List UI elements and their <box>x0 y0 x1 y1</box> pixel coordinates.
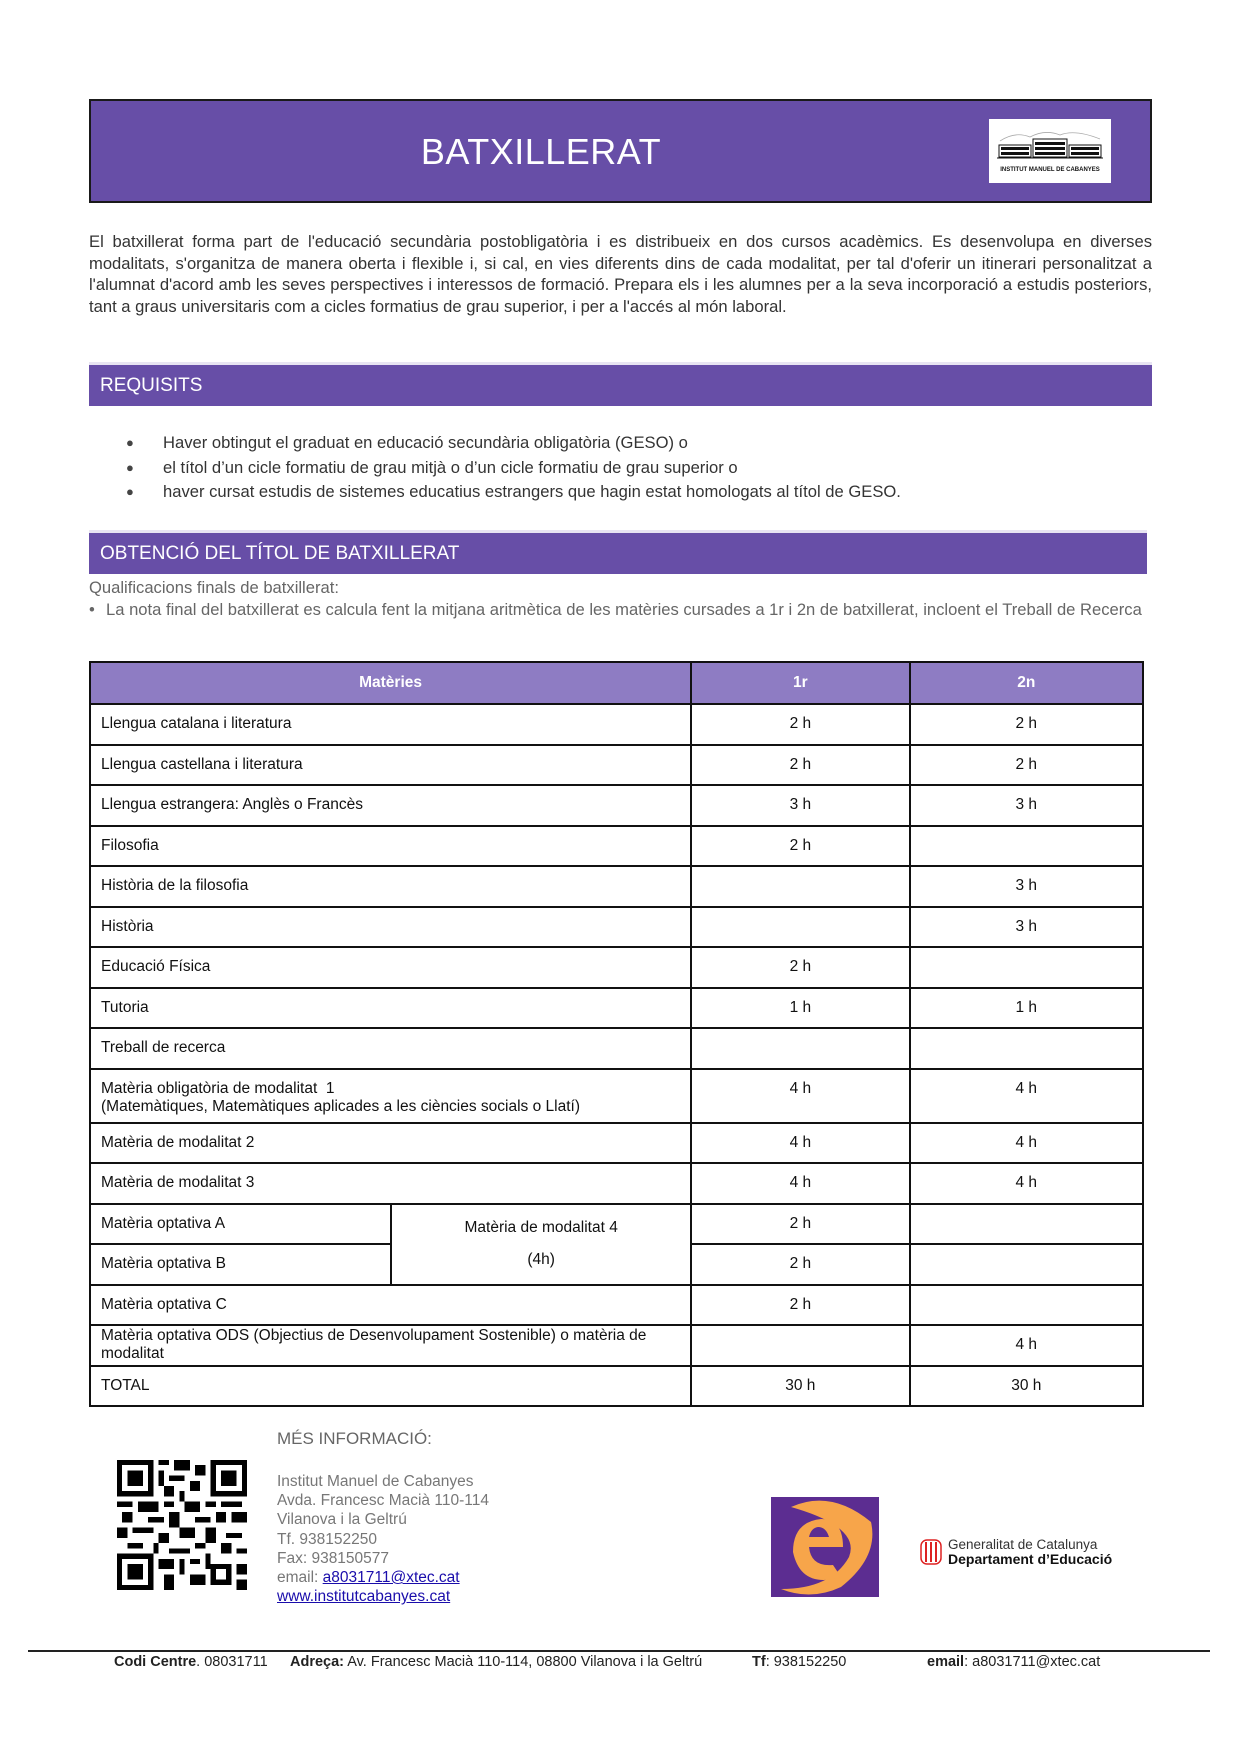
list-item: ● el títol d’un cicle formatiu de grau mitjà o d’un cicle formatiu de grau superior o <box>126 456 901 481</box>
bullet-icon: ● <box>126 484 134 499</box>
table-row: Matèria de modalitat 2 4 h 4 h <box>90 1123 1143 1164</box>
table-row: Matèria optativa ODS (Objectius de Desenvolupament Sostenible) o matèria de modalitat 4 h <box>90 1325 1143 1366</box>
contact-info <box>277 1472 489 1606</box>
table-row: Llengua catalana i literatura 2 h 2 h <box>90 704 1143 745</box>
requirements-list <box>126 431 901 505</box>
table-row: Educació Física 2 h <box>90 947 1143 988</box>
table-row: Matèria optativa B 2 h <box>90 1244 1143 1285</box>
institute-name: Institut Manuel de Cabanyes <box>277 1473 474 1490</box>
page-title: BATXILLERAT <box>420 131 662 172</box>
institute-phone: Tf. 938152250 <box>277 1530 377 1548</box>
qualifications-label: Qualificacions finals de batxillerat: <box>89 578 339 597</box>
merged-modalitat-4: Matèria de modalitat 4 (4h) <box>391 1204 691 1285</box>
list-item: ● haver cursat estudis de sistemes educatius estrangers que hagin estat homologats al títol de GESO. <box>126 480 901 505</box>
institute-address: Avda. Francesc Macià 110-114 <box>277 1492 489 1510</box>
footer-divider <box>28 1650 1210 1652</box>
bullet-icon: • <box>89 600 95 619</box>
qr-code-icon[interactable] <box>117 1460 247 1590</box>
table-row: Matèria obligatòria de modalitat 1 (Matemàtiques, Matemàtiques aplicades a les ciències socials o Llatí) 4 h 4 h <box>90 1069 1143 1123</box>
table-row: Matèria optativa A Matèria de modalitat 4 (4h) 2 h <box>90 1204 1143 1245</box>
footer-phone: Tf: 938152250 <box>752 1654 847 1670</box>
intro-paragraph: El batxillerat forma part de l'educació secundària postobligatòria i es distribueix en dos cursos acadèmics. Es desenvolupa en diverses modalitats, s'organitza de manera oberta i flexible i, si cal, en vies diferents dins de cada modalitat, per tal d'oferir un itinerari personalitzat a l'alumnat d'acord amb les seves perspectives i interessos de formació. Prepara els i les alumnes per a la seva incorporació a estudis posteriors, tant a graus universitaris com a cicles formatius de grau superior, i per a l'accés al món laboral. <box>89 232 1152 316</box>
institute-city: Vilanova i la Geltrú <box>277 1511 407 1529</box>
table-row: Història de la filosofia 3 h <box>90 866 1143 907</box>
table-row: Matèria de modalitat 3 4 h 4 h <box>90 1163 1143 1204</box>
e-logo-icon <box>771 1497 879 1597</box>
section-heading-requisits: REQUISITS <box>89 362 1152 406</box>
table-row: Història 3 h <box>90 907 1143 948</box>
table-row: Treball de recerca <box>90 1028 1143 1069</box>
header-year1: 1r <box>691 662 909 704</box>
institute-fax: Fax: 938150577 <box>277 1549 390 1567</box>
subjects-table <box>89 661 1144 1407</box>
education-e-logo <box>771 1497 879 1597</box>
footer-email: email: a8031711@xtec.cat <box>927 1654 1101 1670</box>
table-row: Llengua castellana i literatura 2 h 2 h <box>90 745 1143 786</box>
section-heading-obtencio: OBTENCIÓ DEL TÍTOL DE BATXILLERAT <box>89 530 1147 574</box>
generalitat-name: Generalitat de Catalunya <box>948 1537 1098 1552</box>
header-subjects: Matèries <box>90 662 691 704</box>
email-label: email: <box>277 1569 323 1587</box>
website-link[interactable]: www.institutcabanyes.cat <box>277 1588 451 1606</box>
more-info-heading: MÉS INFORMACIÓ: <box>277 1429 432 1448</box>
logo-caption: INSTITUT MANUEL DE CABANYES <box>1000 167 1100 173</box>
footer-codi: Codi Centre. 08031711 <box>114 1654 268 1670</box>
header-year2: 2n <box>910 662 1143 704</box>
table-row: Filosofia 2 h <box>90 826 1143 867</box>
table-row: Llengua estrangera: Anglès o Francès 3 h 3 h <box>90 785 1143 826</box>
bullet-icon: ● <box>126 459 134 475</box>
senyera-icon <box>920 1539 942 1565</box>
table-row: Matèria optativa C 2 h <box>90 1285 1143 1326</box>
institute-logo <box>989 119 1111 183</box>
table-row-total: TOTAL 30 h 30 h <box>90 1366 1143 1407</box>
email-link[interactable]: a8031711@xtec.cat <box>322 1569 460 1587</box>
list-item: ● Haver obtingut el graduat en educació secundària obligatòria (GESO) o <box>126 431 901 456</box>
table-row: Tutoria 1 h 1 h <box>90 988 1143 1029</box>
qualifications-item: • La nota final del batxillerat es calcula fent la mitjana aritmètica de les matèries cursades a 1r i 2n de batxillerat, incloent el Treball de Recerca <box>89 600 1142 619</box>
table-header-row <box>90 662 1143 704</box>
footer-adreca: Adreça: Av. Francesc Macià 110-114, 08800 Vilanova i la Geltrú <box>290 1654 703 1670</box>
building-icon <box>995 129 1105 165</box>
bullet-icon: ● <box>126 435 134 450</box>
generalitat-logo <box>920 1537 1112 1567</box>
department-name: Departament d’Educació <box>948 1551 1113 1567</box>
header-banner <box>89 99 1152 203</box>
